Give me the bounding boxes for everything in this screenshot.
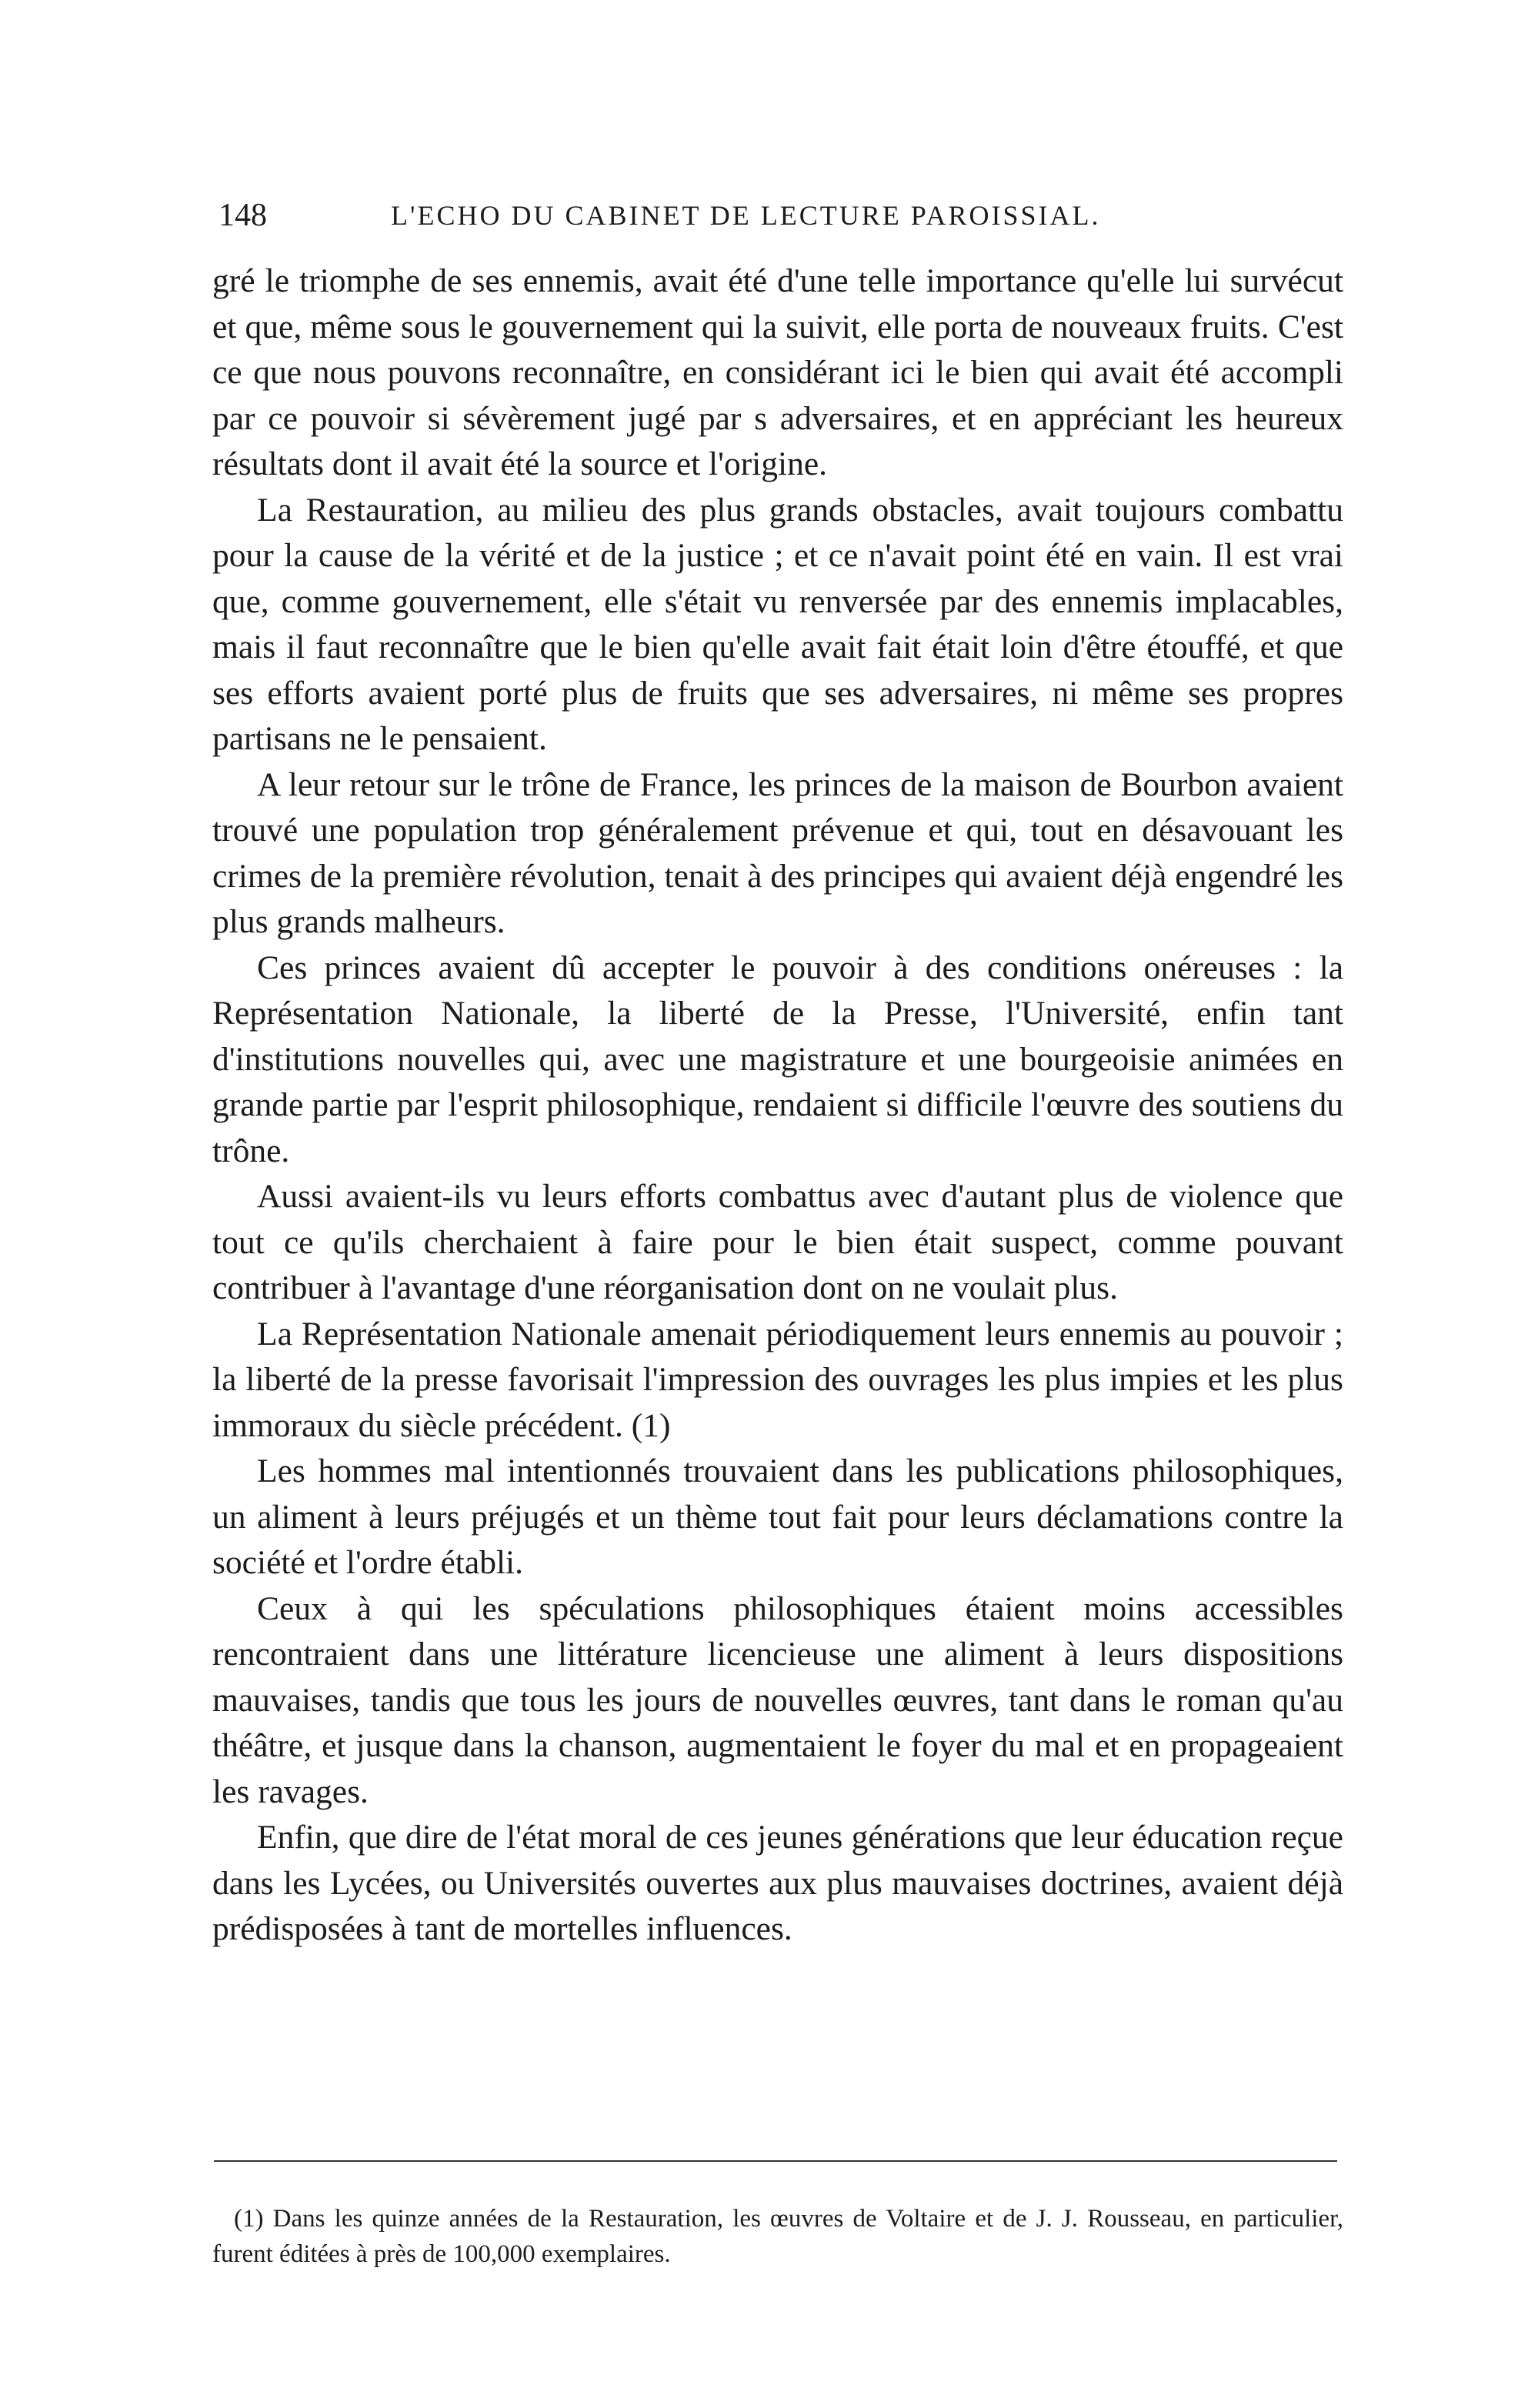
- body-text: [212, 258, 1343, 1953]
- footnote-divider: [214, 2160, 1337, 2162]
- page-number: 148: [219, 198, 267, 233]
- running-title: L'ECHO DU CABINET DE LECTURE PAROISSIAL.: [391, 200, 1101, 231]
- paragraph: Ces princes avaient dû accepter le pouvoir à des conditions onéreuses : la Représentation Nationale, la liberté de la Presse, l'Université, enfin tant d'institutions nouvelles qui, avec une magistrature et une bourgeoisie animées en grande partie par l'esprit philosophique, rendaient si difficile l'œuvre des soutiens du trône.: [212, 949, 1343, 1169]
- paragraph: Aussi avaient-ils vu leurs efforts combattus avec d'autant plus de violence que tout ce qu'ils cherchaient à faire pour le bien était suspect, comme pouvant contribuer à l'avantage d'une réorganisation dont on ne voulait plus.: [212, 1178, 1343, 1306]
- footnote: (1) Dans les quinze années de la Restauration, les œuvres de Voltaire et de J. J. Rousseau, en particulier, furent éditées à près de 100,000 exemplaires.: [212, 2205, 1343, 2268]
- paragraph: Ceux à qui les spéculations philosophiques étaient moins accessibles rencontraient dans une littérature licencieuse une aliment à leurs dispositions mauvaises, tandis que tous les jours de nouvelles œuvres, tant dans le roman qu'au théâtre, et jusque dans la chanson, augmentaient le foyer du mal et en propageaient les ravages.: [212, 1589, 1343, 1810]
- paragraph: La Restauration, au milieu des plus grands obstacles, avait toujours combattu pour la cause de la vérité et de la justice ; et ce n'avait point été en vain. Il est vrai que, comme gouvernement, elle s'était vu renversée par des ennemis implacables, mais il faut reconnaître que le bien qu'elle avait fait était loin d'être étouffé, et que ses efforts avaient porté plus de fruits que ses adversaires, ni même ses propres partisans ne le pensaient.: [212, 491, 1343, 757]
- page-header: [219, 194, 1342, 237]
- paragraph: gré le triomphe de ses ennemis, avait été d'une telle importance qu'elle lui survécut et que, même sous le gouvernement qui la suivit, elle porta de nouveaux fruits. C'est ce que nous pouvons reconnaître, en considérant ici le bien qui avait été accompli par ce pouvoir si sévèrement jugé par s adversaires, et en appréciant les heureux résultats dont il avait été la source et l'origine.: [212, 262, 1343, 482]
- paragraph: Enfin, que dire de l'état moral de ces jeunes générations que leur éducation reçue dans les Lycées, ou Universités ouvertes aux plus mauvaises doctrines, avaient déjà prédisposées à tant de mortelles influences.: [212, 1819, 1343, 1947]
- paragraph: Les hommes mal intentionnés trouvaient dans les publications philosophiques, un aliment à leurs préjugés et un thème tout fait pour leurs déclamations contre la société et l'ordre établi.: [212, 1452, 1343, 1581]
- paragraph: La Représentation Nationale amenait périodiquement leurs ennemis au pouvoir ; la liberté de la presse favorisait l'impression des ouvrages les plus impies et les plus immoraux du siècle précédent. (1): [212, 1315, 1343, 1444]
- paragraph: A leur retour sur le trône de France, les princes de la maison de Bourbon avaient trouvé une population trop généralement prévenue et qui, tout en désavouant les crimes de la première révolution, tenait à des principes qui avaient déjà engendré les plus grands malheurs.: [212, 765, 1343, 940]
